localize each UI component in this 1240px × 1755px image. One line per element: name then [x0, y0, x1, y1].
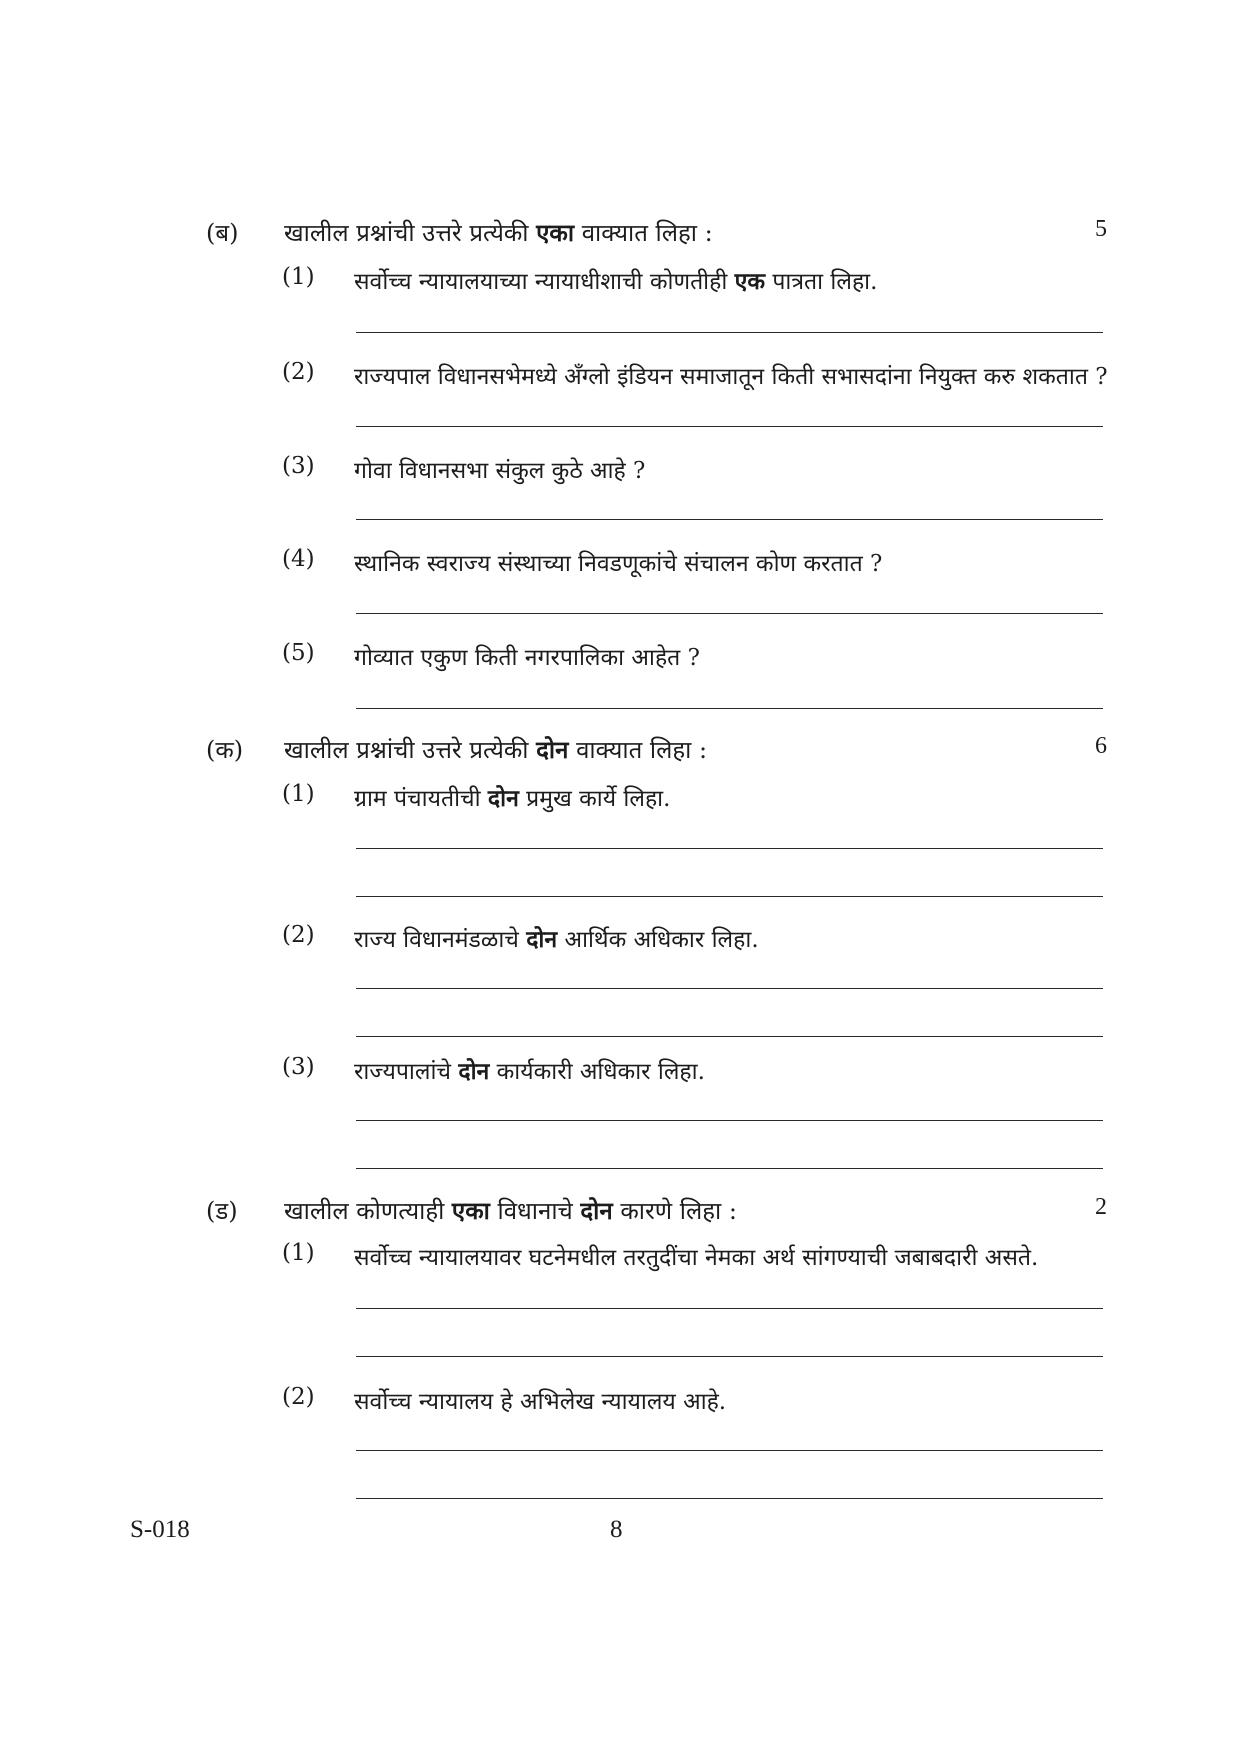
question-number: (4) — [282, 546, 315, 572]
answer-line[interactable] — [356, 1036, 1103, 1037]
answer-line[interactable] — [356, 988, 1103, 989]
section-instruction: खालील प्रश्नांची उत्तरे प्रत्येकी दोन वाक्यात लिहा : — [284, 735, 708, 764]
question-d-2 — [0, 1378, 1240, 1418]
question-b-2 — [0, 353, 1240, 393]
question-text: ग्राम पंचायतीची दोन प्रमुख कार्ये लिहा. — [354, 785, 671, 812]
section-instruction: खालील प्रश्नांची उत्तरे प्रत्येकी एका वाक्यात लिहा : — [284, 218, 713, 247]
question-text: राज्यपाल विधानसभेमध्ये अँग्लो इंडियन समाजातून किती सभासदांना नियुक्त करु शकतात ? — [354, 364, 1108, 390]
answer-line[interactable] — [356, 1308, 1103, 1309]
question-b-4 — [0, 540, 1240, 580]
answer-line[interactable] — [356, 519, 1103, 520]
section-marks: 5 — [1095, 216, 1107, 242]
question-text: गोव्यात एकुण किती नगरपालिका आहेत ? — [354, 645, 700, 671]
question-d-1 — [0, 1234, 1240, 1274]
question-text: स्थानिक स्वराज्य संस्थाच्या निवडणूकांचे संचालन कोण करतात ? — [354, 551, 883, 577]
answer-line[interactable] — [356, 848, 1103, 849]
answer-line[interactable] — [356, 613, 1103, 614]
answer-line[interactable] — [356, 1120, 1103, 1121]
question-number: (1) — [282, 781, 315, 807]
section-label: (ब) — [206, 219, 239, 247]
question-text: राज्यपालांचे दोन कार्यकारी अधिकार लिहा. — [354, 1058, 705, 1085]
section-label: (ड) — [206, 1197, 238, 1225]
page-number: 8 — [610, 1516, 623, 1543]
question-k-3 — [0, 1048, 1240, 1088]
question-number: (2) — [282, 922, 315, 948]
question-b-1 — [0, 258, 1240, 298]
answer-line[interactable] — [356, 1356, 1103, 1357]
answer-line[interactable] — [356, 708, 1103, 709]
question-b-5 — [0, 634, 1240, 674]
answer-line[interactable] — [356, 332, 1103, 333]
question-number: (1) — [282, 1240, 315, 1266]
paper-code: S-018 — [130, 1516, 190, 1543]
section-marks: 6 — [1095, 733, 1107, 759]
section-instruction: खालील कोणत्याही एका विधानाचे दोन कारणे लिहा : — [284, 1196, 737, 1225]
question-number: (1) — [282, 264, 315, 290]
question-text: सर्वोच्च न्यायालयावर घटनेमधील तरतुदींचा नेमका अर्थ सांगण्याची जबाबदारी असते. — [354, 1245, 1039, 1271]
answer-line[interactable] — [356, 1450, 1103, 1451]
section-header-d — [0, 1188, 1240, 1228]
answer-line[interactable] — [356, 426, 1103, 427]
question-number: (3) — [282, 1054, 315, 1080]
section-header-b — [0, 210, 1240, 250]
section-header-k — [0, 727, 1240, 767]
question-text: सर्वोच्च न्यायालयाच्या न्यायाधीशाची कोणतीही एक पात्रता लिहा. — [354, 268, 878, 295]
question-number: (2) — [282, 359, 315, 385]
question-text: गोवा विधानसभा संकुल कुठे आहे ? — [354, 458, 646, 484]
section-marks: 2 — [1095, 1194, 1107, 1220]
answer-line[interactable] — [356, 1498, 1103, 1499]
question-k-1 — [0, 775, 1240, 815]
question-number: (2) — [282, 1384, 315, 1410]
question-b-3 — [0, 447, 1240, 487]
answer-line[interactable] — [356, 896, 1103, 897]
answer-line[interactable] — [356, 1168, 1103, 1169]
section-label: (क) — [206, 736, 244, 764]
question-k-2 — [0, 916, 1240, 956]
question-text: राज्य विधानमंडळाचे दोन आर्थिक अधिकार लिहा. — [354, 926, 759, 953]
question-number: (5) — [282, 640, 315, 666]
question-text: सर्वोच्च न्यायालय हे अभिलेख न्यायालय आहे. — [354, 1389, 727, 1415]
question-number: (3) — [282, 453, 315, 479]
